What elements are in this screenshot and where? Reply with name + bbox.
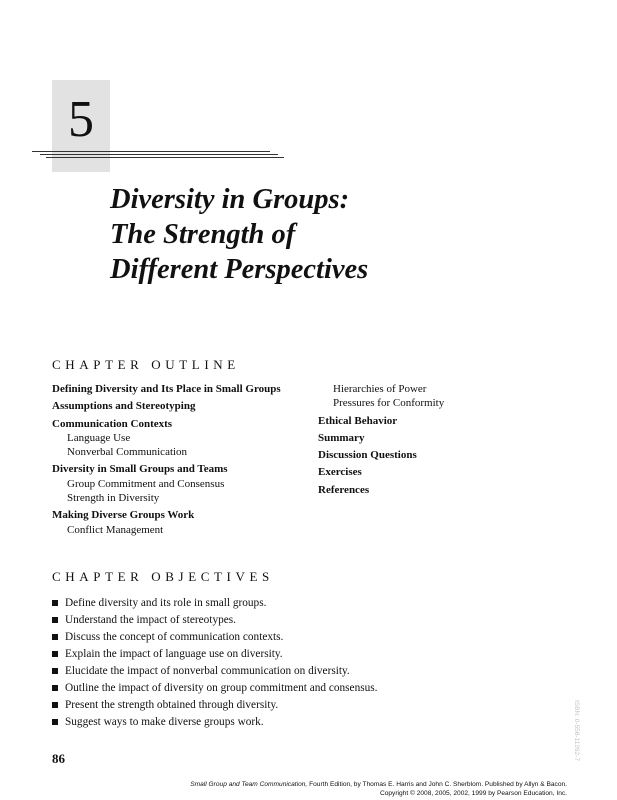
chapter-title-line: Different Perspectives [110, 254, 369, 285]
outline-item: Defining Diversity and Its Place in Small Groups [52, 383, 281, 395]
objective-item: Outline the impact of diversity on group commitment and consensus. [52, 680, 378, 697]
outline-item: Ethical Behavior [318, 414, 398, 427]
square-bullet-icon [52, 719, 58, 725]
objectives-heading: CHAPTER OBJECTIVES [52, 569, 274, 584]
objective-item: Suggest ways to make diverse groups work. [52, 714, 378, 731]
outline-item: Exercises [318, 466, 362, 479]
copyright-footer [190, 781, 567, 798]
outline-subitem: Hierarchies of Power [333, 383, 427, 395]
footer-line [190, 781, 567, 790]
outline-subitem: Group Commitment and Consensus [67, 477, 225, 490]
outline-subitem: Pressures for Conformity [333, 397, 445, 410]
chapter-title-line: Diversity in Groups: [110, 184, 350, 215]
outline-item: Communication Contexts [52, 417, 173, 430]
footer-book-title: Small Group and Team Communication, [190, 781, 308, 788]
chapter-title-line: The Strength of [110, 219, 296, 250]
decorative-rule [32, 151, 270, 152]
square-bullet-icon [52, 634, 58, 640]
outline-subitem: Conflict Management [67, 523, 164, 536]
objectives-list [52, 595, 378, 731]
square-bullet-icon [52, 651, 58, 657]
footer-publication-info: Fourth Edition, by Thomas E. Harris and John C. Sherblom. Published by Allyn & Bacon. [307, 781, 567, 788]
square-bullet-icon [52, 668, 58, 674]
outline-item: Diversity in Small Groups and Teams [52, 463, 228, 476]
square-bullet-icon [52, 685, 58, 691]
outline-item: Assumptions and Stereotyping [52, 400, 196, 413]
page-number: 86 [52, 751, 65, 766]
square-bullet-icon [52, 600, 58, 606]
objective-item: Present the strength obtained through diversity. [52, 697, 378, 714]
objective-item: Define diversity and its role in small groups. [52, 595, 378, 612]
outline-item: Discussion Questions [318, 449, 417, 462]
outline-item: Summary [318, 431, 365, 444]
objective-item: Explain the impact of language use on diversity. [52, 646, 378, 663]
outline-item: Making Diverse Groups Work [52, 509, 195, 522]
outline-heading: CHAPTER OUTLINE [52, 357, 240, 372]
footer-copyright: Copyright © 2008, 2005, 2002, 1999 by Pearson Education, Inc. [379, 789, 567, 797]
objective-item: Discuss the concept of communication contexts. [52, 629, 378, 646]
outline-subitem: Nonverbal Communication [67, 446, 188, 459]
outline-item: References [318, 483, 370, 496]
chapter-title [110, 182, 368, 287]
decorative-rule [40, 154, 278, 155]
square-bullet-icon [52, 702, 58, 708]
chapter-number: 5 [68, 91, 94, 148]
isbn-watermark: ISBN: 0-558-11262-7 [573, 700, 580, 761]
objective-item: Understand the impact of stereotypes. [52, 612, 378, 629]
objective-item: Elucidate the impact of nonverbal communication on diversity. [52, 663, 378, 680]
outline-right-column [318, 382, 444, 497]
outline-subitem: Strength in Diversity [67, 492, 160, 505]
decorative-rule [46, 157, 284, 158]
outline-subitem: Language Use [67, 431, 131, 444]
square-bullet-icon [52, 617, 58, 623]
outline-left-column [52, 382, 281, 537]
